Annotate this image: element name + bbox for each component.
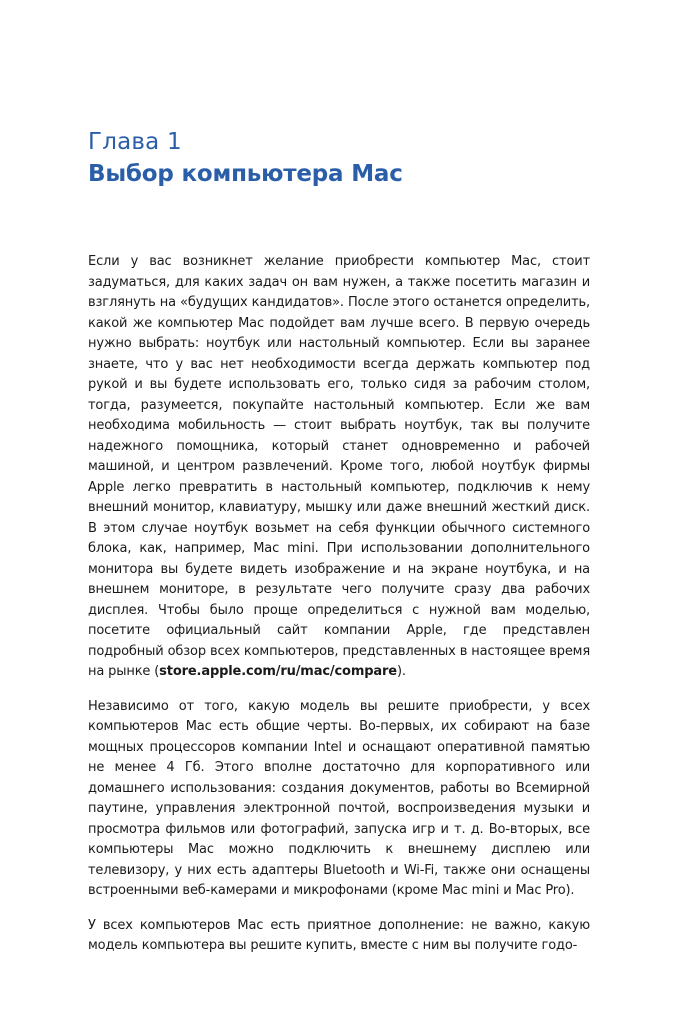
chapter-title: Выбор компьютера Mac (88, 161, 403, 187)
paragraph-3: У всех компьютеров Mac есть приятное дополнение: не важно, какую модель компьютера вы решите купить, вместе с ним вы получите годо- (88, 917, 590, 953)
chapter-body (88, 252, 590, 971)
paragraph-1-text: Если у вас возникнет желание приобрести компьютер Mac, стоит задуматься, для каких задач он вам нужен, а также посетить магазин и взглянуть на «будущих кандидатов». После этого останется определить, какой же компьютер Mac подойдет вам лучше всего. В первую очередь нужно выбрать: ноутбук или настольный компьютер. Если вы заранее знаете, что у вас нет необходимости всегда держать компьютер под рукой и вы будете использовать его, только сидя за рабочим столом, тогда, разумеется, покупайте настольный компьютер. Если же вам необходима мобильность — стоит выбрать ноутбук, так вы получите надежного помощника, который станет одновременно и рабочей машиной, и центром развлечений. Кроме того, любой ноутбук фирмы Apple легко превратить в настольный компьютер, подключив к нему внешний монитор, клавиатуру, мышку или даже внешний жесткий диск. В этом случае ноутбук возьмет на себя функции обычного системного блока, как, например, Mac mini. При использовании дополнительного монитора вы будете видеть изображение и на экране ноутбука, и на внешнем мониторе, в результате чего получите сразу два рабочих дисплея. Чтобы было проще определиться с нужной вам моделью, посетите официальный сайт компании Apple, где представлен подробный обзор всех компьютеров, представленных в настоящее время на рынке ( (88, 254, 590, 679)
store-url-link[interactable]: store.apple.com/ru/mac/compare (159, 664, 397, 679)
chapter-number: Глава 1 (88, 129, 182, 155)
paragraph-2: Независимо от того, какую модель вы решите приобрести, у всех компьютеров Mac есть общие черты. Во-первых, их собирают на базе мощных процессоров компании Intel и оснащают оперативной памятью не менее 4 Гб. Этого вполне достаточно для корпоративного или домашнего использования: создания документов, работы во Всемирной паутине, управления электронной почтой, воспроизведения музыки и просмотра фильмов или фотографий, запуска игр и т. д. Во-вторых, все компьютеры Mac можно подключить к внешнему дисплею или телевизору, у них есть адаптеры Bluetooth и Wi-Fi, также они оснащены встроенными веб-камерами и микрофонами (кроме Mac mini и Mac Pro). (88, 698, 590, 898)
paragraph-1-end: ). (396, 664, 406, 679)
paragraph-1 (88, 252, 590, 683)
